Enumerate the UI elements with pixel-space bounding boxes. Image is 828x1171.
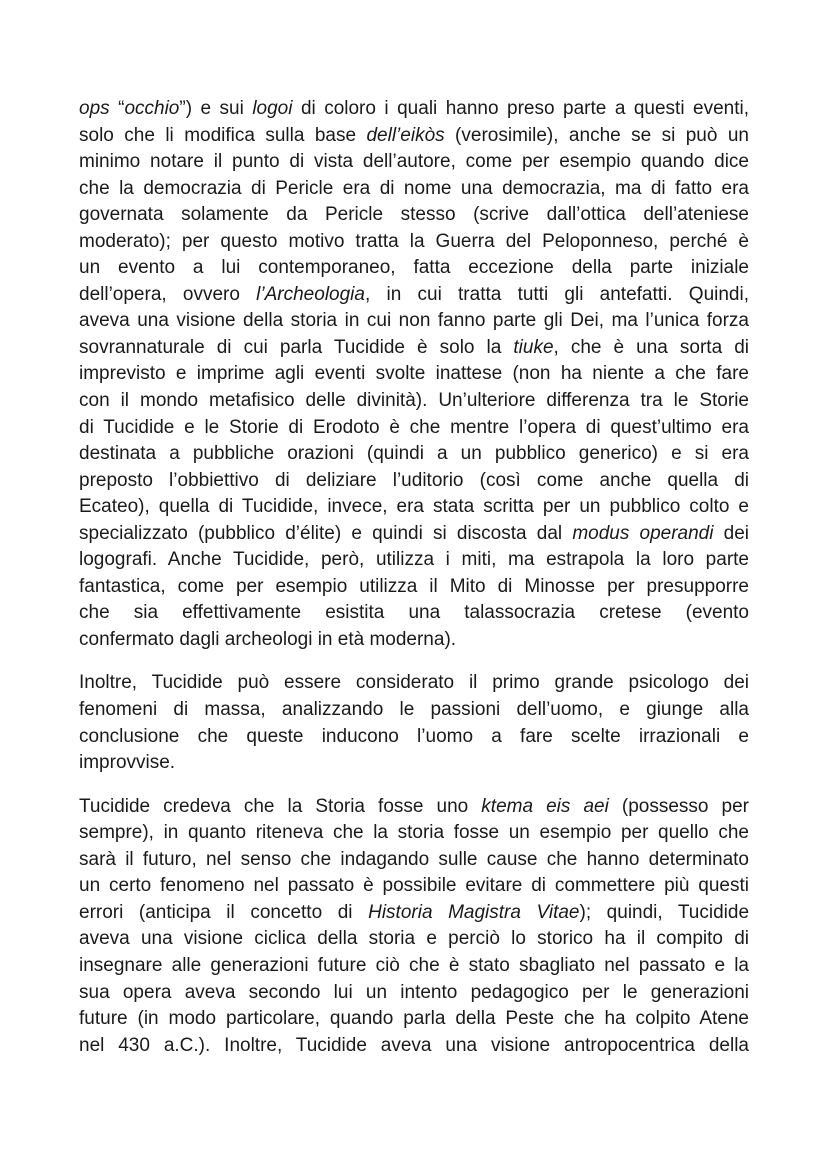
text-segment: moderato); per questo motivo tratta la Guerra del Peloponneso, perché è <box>79 230 749 252</box>
text-line <box>79 980 749 1007</box>
text-segment: ”) e sui <box>179 98 253 119</box>
paragraph <box>79 794 749 1059</box>
text-line <box>79 468 749 495</box>
text-segment: Ecateo), quella di Tucidide, invece, era stata scritta per un pubblico colto e <box>79 496 749 518</box>
text-line <box>79 953 749 980</box>
text-segment: future (in modo particolare, quando parla della Peste che ha colpito Atene <box>79 1008 749 1030</box>
text-line <box>79 176 749 203</box>
text-segment: dei <box>713 522 749 544</box>
italic-term: Historia Magistra Vitae <box>368 901 580 923</box>
text-line <box>79 873 749 900</box>
text-line <box>79 547 749 574</box>
italic-term: modus operandi <box>572 522 714 544</box>
italic-term: dell’eikòs <box>366 124 445 146</box>
text-segment: che la democrazia di Pericle era di nome una democrazia, ma di fatto era <box>79 177 749 199</box>
text-segment: solo che li modifica sulla base <box>79 124 367 146</box>
text-line <box>79 820 749 847</box>
italic-term: logoi <box>252 98 293 119</box>
text-line <box>79 600 749 627</box>
text-segment: specializzato (pubblico d’élite) e quindi si discosta dal <box>79 522 573 544</box>
text-segment: confermato dagli archeologi in età moderna). <box>79 628 457 650</box>
text-line <box>79 521 749 548</box>
text-line <box>79 255 749 282</box>
text-segment: conclusione che queste inducono l’uomo a fare scelte irrazionali e <box>79 725 749 747</box>
text-line <box>79 415 749 442</box>
text-segment: “ <box>109 98 125 119</box>
text-segment: sovrannaturale di cui parla Tucidide è solo la <box>79 336 514 358</box>
text-line <box>79 494 749 521</box>
text-segment: dell’opera, ovvero <box>79 283 257 305</box>
text-segment: sua opera aveva secondo lui un intento pedagogico per le generazioni <box>79 981 749 1003</box>
text-segment: governata solamente da Pericle stesso (scrive dall’ottica dell’ateniese <box>79 204 749 226</box>
italic-term: l’Archeologia <box>256 283 365 305</box>
text-line <box>79 388 749 415</box>
text-line <box>79 697 749 724</box>
italic-term: tiuke <box>513 336 554 358</box>
text-segment: errori (anticipa il concetto di <box>79 901 369 923</box>
paragraph <box>79 670 749 776</box>
text-line <box>79 900 749 927</box>
text-segment: , in cui tratta tutti gli antefatti. Quindi, <box>364 283 749 305</box>
text-line <box>79 794 749 821</box>
text-line <box>79 627 749 654</box>
text-line <box>79 335 749 362</box>
text-line <box>79 149 749 176</box>
text-line <box>79 574 749 601</box>
text-segment: nel 430 a.C.). Inoltre, Tucidide aveva una visione antropocentrica della <box>79 1034 749 1056</box>
text-segment: un evento a lui contemporaneo, fatta eccezione della parte iniziale <box>79 257 749 279</box>
text-line <box>79 1033 749 1060</box>
text-segment: sarà il futuro, nel senso che indagando sulle cause che hanno determinato <box>79 848 749 870</box>
text-segment: fenomeni di massa, analizzando le passioni dell’uomo, e giunge alla <box>79 699 749 721</box>
text-segment: ); quindi, Tucidide <box>579 901 749 923</box>
text-segment: , che è una sorta di <box>553 336 749 358</box>
text-segment: sempre), in quanto riteneva che la storia fosse un esempio per quello che <box>79 822 749 844</box>
text-segment: improvvise. <box>79 752 176 774</box>
text-line <box>79 282 749 309</box>
text-line <box>79 1006 749 1033</box>
italic-term: ops <box>79 98 110 119</box>
text-line <box>79 926 749 953</box>
text-line <box>79 202 749 229</box>
text-segment: (possesso per <box>608 795 749 817</box>
text-line <box>79 847 749 874</box>
text-line <box>79 308 749 335</box>
text-segment: preposto l’obbiettivo di deliziare l’uditorio (così come anche quella di <box>79 469 749 491</box>
italic-term: occhio <box>124 98 180 119</box>
text-line <box>79 229 749 256</box>
text-segment: imprevisto e imprime agli eventi svolte inattese (non ha niente a che fare <box>79 363 749 385</box>
italic-term: ktema eis aei <box>481 795 609 817</box>
text-segment: un certo fenomeno nel passato è possibile evitare di commettere più questi <box>79 875 749 897</box>
text-segment: che sia effettivamente esistita una talassocrazia cretese (evento <box>79 602 749 624</box>
text-segment: destinata a pubbliche orazioni (quindi a un pubblico generico) e si era <box>79 443 749 465</box>
text-line <box>79 670 749 697</box>
text-segment: logografi. Anche Tucidide, però, utilizza i miti, ma estrapola la loro parte <box>79 549 749 571</box>
text-segment: Tucidide credeva che la Storia fosse uno <box>79 795 482 817</box>
text-line <box>79 361 749 388</box>
document-body <box>79 96 749 1059</box>
text-line <box>79 123 749 150</box>
paragraph <box>79 96 749 653</box>
text-line <box>79 441 749 468</box>
text-segment: minimo notare il punto di vista dell’autore, come per esempio quando dice <box>79 151 749 173</box>
text-segment: fantastica, come per esempio utilizza il Mito di Minosse per presupporre <box>79 575 749 597</box>
text-line <box>79 750 749 777</box>
text-segment: Inoltre, Tucidide può essere considerato il primo grande psicologo dei <box>79 672 749 694</box>
text-segment: aveva una visione ciclica della storia e perciò lo storico ha il compito di <box>79 928 749 950</box>
text-line <box>79 96 749 123</box>
text-segment: insegnare alle generazioni future ciò che è stato sbagliato nel passato e la <box>79 954 749 976</box>
text-segment: di Tucidide e le Storie di Erodoto è che mentre l’opera di quest’ultimo era <box>79 416 749 438</box>
text-line <box>79 724 749 751</box>
text-segment: (verosimile), anche se si può un <box>444 124 749 146</box>
text-segment: aveva una visione della storia in cui non fanno parte gli Dei, ma l’unica forza <box>79 310 749 332</box>
text-segment: con il mondo metafisico delle divinità). Un’ulteriore differenza tra le Storie <box>79 390 749 412</box>
text-segment: di coloro i quali hanno preso parte a questi eventi, <box>292 98 749 119</box>
